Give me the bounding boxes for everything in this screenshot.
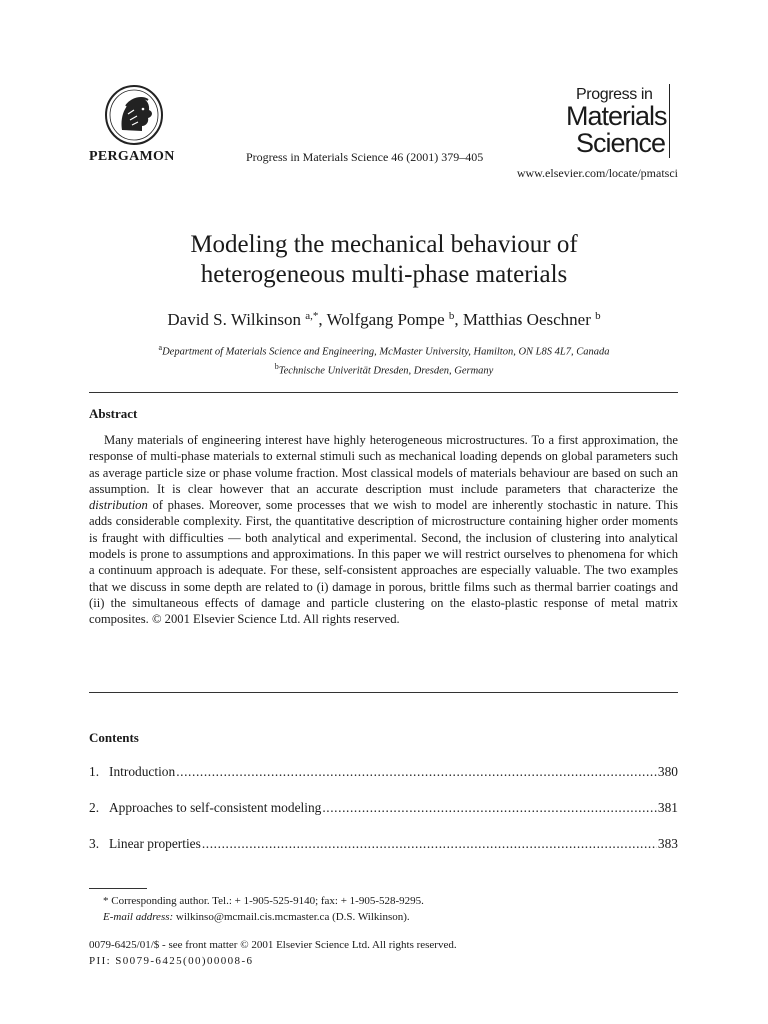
toc-number: 2. [89,800,100,815]
author-separator: , [318,310,327,329]
journal-logo-rule [669,84,671,158]
affiliation-list [0,341,768,378]
email-label: E-mail address: [103,911,174,923]
toc-label: Linear properties [109,836,201,851]
journal-logo-line1: Progress in [576,86,653,103]
toc-page: 380 [657,764,678,779]
affiliation-mark: b [274,361,279,371]
author-name: David S. Wilkinson [167,310,301,329]
toc-leader [202,836,657,852]
author-marks: b [595,310,601,322]
abstract-bottom-rule [89,692,678,693]
journal-logo-line3: Science [576,128,666,158]
pii-line: PII: S0079-6425(00)00008-6 [89,955,254,967]
publisher-name: PERGAMON [89,149,175,164]
abstract-text-part2: of phases. Moreover, some processes that we wish to model are inherently stochastic in nature. This adds considerable complexity. First, the quantitative description of microstructure containing higher order moments is fraught with difficulties — both analytical and experimental. Second, the inclusion of clustering into analytical models is prone to assumptions and approximations. In this paper we will restrict ourselves to phenomena for which a continuum approach is adequate. For these, self-consistent approaches are especially valuable. The two examples that we discuss in some depth are related to (i) damage in porous, brittle films such as thermal barrier coatings and (ii) the simultaneous effects of damage and particle clustering on the elasto-plastic response of metal matrix composites. © 2001 Elsevier Science Ltd. All rights reserved. [89,498,678,627]
paper-title-line1: Modeling the mechanical behaviour of [190,231,578,258]
toc-label: Introduction [109,764,176,779]
author-marks: a,* [305,310,319,322]
abstract-heading: Abstract [89,406,138,421]
table-of-contents [89,764,678,872]
toc-entry-approaches[interactable] [89,800,678,836]
author-name: Matthias Oeschner [462,310,591,329]
abstract-text-part1: Many materials of engineering interest have highly heterogeneous microstructures. To a first approximation, the response of multi-phase materials to external stimuli such as mechanical loading depends on global parameters such as average particle size or phase volume fraction. Most classical models of materials behaviour are based on such an assumption. It is clear however that an accurate description must include parameters that characterize the [89,433,678,496]
toc-number: 1. [89,764,100,779]
journal-logo-line2: Materials [566,101,667,131]
abstract-body [89,432,678,628]
abstract-emphasis: distribution [89,498,148,513]
toc-entry-introduction[interactable] [89,764,678,800]
email-footnote [103,911,410,923]
affiliation-text: Technische Univerität Dresden, Dresden, Germany [278,365,494,376]
toc-page: 383 [657,836,678,851]
toc-leader [176,764,657,780]
journal-citation: Progress in Materials Science 46 (2001) 379–405 [246,150,484,164]
affiliation-text: Department of Materials Science and Engineering, McMaster University, Hamilton, ON L8S 4L7, Canada [162,346,610,358]
affiliation [0,341,768,360]
author-list [0,310,768,330]
author-name: Wolfgang Pompe [326,310,445,329]
affiliation [0,360,768,379]
toc-label: Approaches to self-consistent modeling [109,800,322,815]
contents-heading: Contents [89,730,139,745]
journal-url-link[interactable]: www.elsevier.com/locate/pmatsci [516,166,678,180]
toc-entry-linear-properties[interactable] [89,836,678,872]
corresponding-author-footnote: * Corresponding author. Tel.: + 1-905-525-9140; fax: + 1-905-528-9295. [103,895,424,907]
email-address-link[interactable]: wilkinso@mcmail.cis.mcmaster.ca (D.S. Wilkinson). [173,911,410,923]
toc-leader [322,800,657,816]
affiliation-mark: a [158,343,163,352]
author-separator: , [454,310,463,329]
copyright-line: 0079-6425/01/$ - see front matter © 2001 Elsevier Science Ltd. All rights reserved. [89,939,457,951]
author-marks: b [448,310,455,322]
toc-page: 381 [657,800,678,815]
footnote-rule [89,888,147,889]
paper-title-line2: heterogeneous multi-phase materials [200,261,568,288]
toc-number: 3. [89,836,100,851]
journal-logo [558,84,670,160]
abstract-top-rule [89,392,678,393]
paper-title [0,230,768,290]
pergamon-emblem-icon [104,84,164,146]
